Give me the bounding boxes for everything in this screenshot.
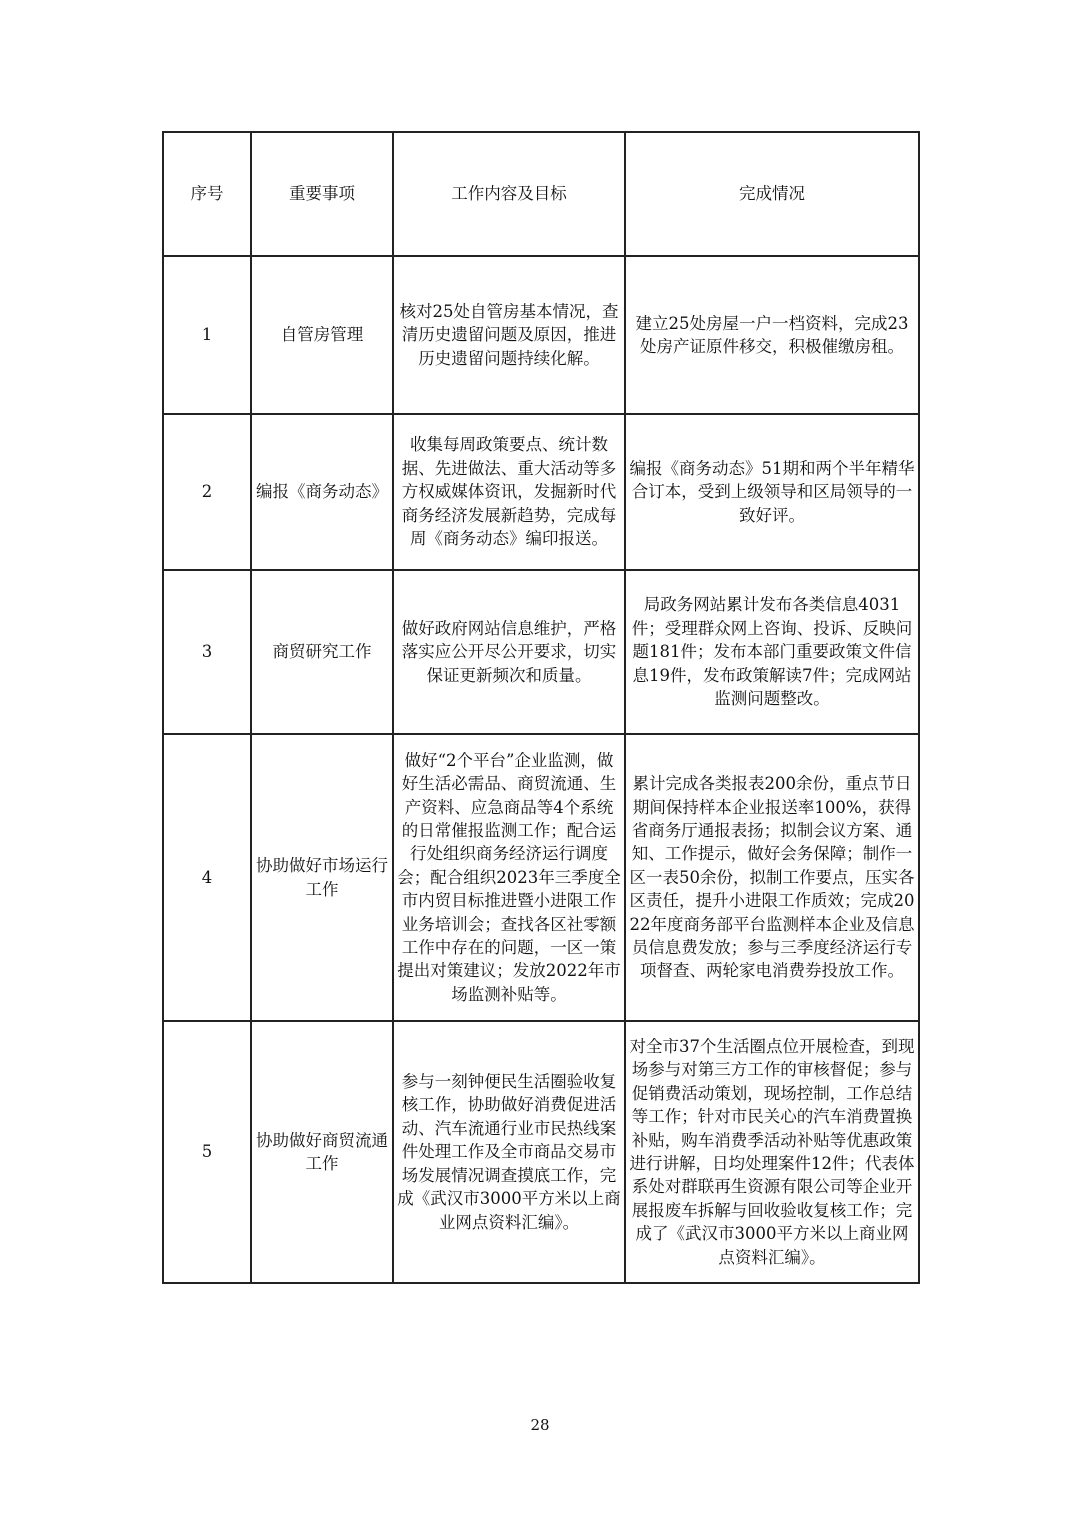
row-key-item: 编报《商务动态》 xyxy=(251,414,393,570)
row-completion-status: 对全市37个生活圈点位开展检查，到现场参与对第三方工作的审核督促；参与促销费活动策划，现场控制，工作总结等工作；针对市民关心的汽车消费置换补贴，购车消费季活动补贴等优惠政策进行讲解，日均处理案件12件；代表体系处对群联再生资源有限公司等企业开展报废车拆解与回收验收复核工作；完成了《武汉市3000平方米以上商业网点资料汇编》。 xyxy=(625,1021,919,1283)
row-completion-status: 建立25处房屋一户一档资料，完成23处房产证原件移交，积极催缴房租。 xyxy=(625,256,919,414)
table-row xyxy=(163,256,919,414)
header-completion-status: 完成情况 xyxy=(625,132,919,256)
row-key-item: 自管房管理 xyxy=(251,256,393,414)
table-row xyxy=(163,414,919,570)
row-work-content: 做好政府网站信息维护，严格落实应公开尽公开要求，切实保证更新频次和质量。 xyxy=(393,570,625,734)
row-work-content: 核对25处自管房基本情况，查清历史遗留问题及原因，推进历史遗留问题持续化解。 xyxy=(393,256,625,414)
page-number: 28 xyxy=(530,1416,550,1434)
row-serial-number: 3 xyxy=(163,570,251,734)
row-serial-number: 1 xyxy=(163,256,251,414)
row-serial-number: 2 xyxy=(163,414,251,570)
header-work-content: 工作内容及目标 xyxy=(393,132,625,256)
header-serial-number: 序号 xyxy=(163,132,251,256)
work-table xyxy=(162,131,920,1284)
header-key-item: 重要事项 xyxy=(251,132,393,256)
row-key-item: 协助做好市场运行工作 xyxy=(251,734,393,1021)
row-serial-number: 5 xyxy=(163,1021,251,1283)
table-header-row xyxy=(163,132,919,256)
row-key-item: 协助做好商贸流通工作 xyxy=(251,1021,393,1283)
row-completion-status: 累计完成各类报表200余份，重点节日期间保持样本企业报送率100%，获得省商务厅通报表扬；拟制会议方案、通知、工作提示，做好会务保障；制作一区一表50余份，拟制工作要点，压实各区责任，提升小进限工作质效；完成2022年度商务部平台监测样本企业及信息员信息费发放；参与三季度经济运行专项督查、两轮家电消费券投放工作。 xyxy=(625,734,919,1021)
row-work-content: 做好“2个平台”企业监测，做好生活必需品、商贸流通、生产资料、应急商品等4个系统的日常催报监测工作；配合运行处组织商务经济运行调度会；配合组织2023年三季度全市内贸目标推进暨小进限工作业务培训会；查找各区社零额工作中存在的问题，一区一策提出对策建议；发放2022年市场监测补贴等。 xyxy=(393,734,625,1021)
row-work-content: 收集每周政策要点、统计数据、先进做法、重大活动等多方权威媒体资讯，发掘新时代商务经济发展新趋势，完成每周《商务动态》编印报送。 xyxy=(393,414,625,570)
row-serial-number: 4 xyxy=(163,734,251,1021)
table-row xyxy=(163,570,919,734)
row-completion-status: 编报《商务动态》51期和两个半年精华合订本，受到上级领导和区局领导的一致好评。 xyxy=(625,414,919,570)
row-key-item: 商贸研究工作 xyxy=(251,570,393,734)
table-row xyxy=(163,1021,919,1283)
row-work-content: 参与一刻钟便民生活圈验收复核工作，协助做好消费促进活动、汽车流通行业市民热线案件处理工作及全市商品交易市场发展情况调查摸底工作，完成《武汉市3000平方米以上商业网点资料汇编》。 xyxy=(393,1021,625,1283)
row-completion-status: 局政务网站累计发布各类信息4031件；受理群众网上咨询、投诉、反映问题181件；发布本部门重要政策文件信息19件，发布政策解读7件；完成网站监测问题整改。 xyxy=(625,570,919,734)
table-row xyxy=(163,734,919,1021)
